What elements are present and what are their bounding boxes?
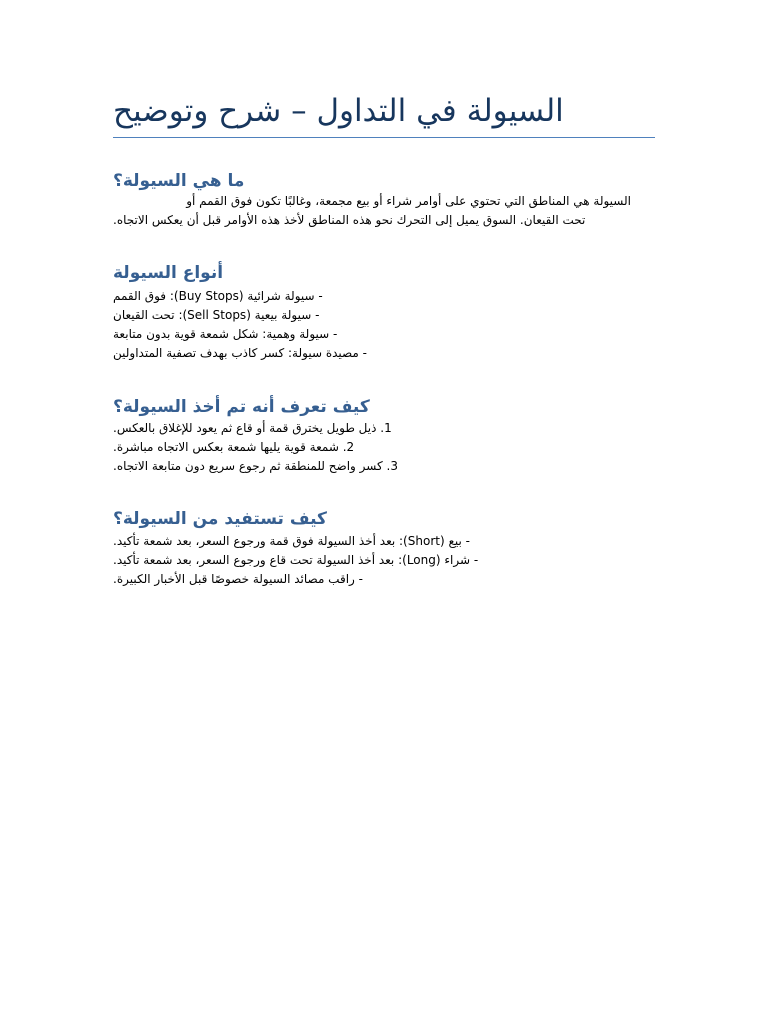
list-item: - سيولة بيعية (Sell Stops): تحت القيعان	[113, 308, 320, 322]
section-heading-how-to-know: كيف تعرف أنه تم أخذ السيولة؟	[113, 397, 370, 417]
list-item: 2. شمعة قوية يليها شمعة بعكس الاتجاه مباشرة.	[113, 440, 355, 454]
section-heading-how-to-benefit: كيف تستفيد من السيولة؟	[113, 509, 327, 529]
list-item: - مصيدة سيولة: كسر كاذب بهدف تصفية المتداولين	[113, 346, 367, 360]
list-item: 1. ذيل طويل يخترق قمة أو قاع ثم يعود للإغلاق بالعكس.	[113, 421, 392, 435]
paragraph-line: تحت القيعان. السوق يميل إلى التحرك نحو هذه المناطق لأخذ هذه الأوامر قبل أن يعكس الاتجاه.	[113, 213, 586, 227]
list-item: - شراء (Long): بعد أخذ السيولة تحت قاع ورجوع السعر، بعد شمعة تأكيد.	[113, 553, 479, 567]
paragraph-line: السيولة هي المناطق التي تحتوي على أوامر شراء أو بيع مجمعة، وغالبًا تكون فوق القمم أو	[186, 194, 631, 208]
list-item: 3. كسر واضح للمنطقة ثم رجوع سريع دون متابعة الاتجاه.	[113, 459, 398, 473]
section-paragraph-what-is-liquidity	[113, 192, 658, 230]
how-to-know-list	[113, 419, 398, 476]
liquidity-types-list	[113, 287, 367, 363]
section-heading-liquidity-types: أنواع السيولة	[113, 263, 224, 283]
section-heading-what-is-liquidity: ما هي السيولة؟	[113, 171, 245, 191]
how-to-benefit-list	[113, 532, 478, 589]
list-item: - سيولة وهمية: شكل شمعة قوية بدون متابعة	[113, 327, 338, 341]
list-item: - راقب مصائد السيولة خصوصًا قبل الأخبار الكبيرة.	[113, 572, 363, 586]
list-item: - سيولة شرائية (Buy Stops): فوق القمم	[113, 289, 323, 303]
list-item: - بيع (Short): بعد أخذ السيولة فوق قمة ورجوع السعر، بعد شمعة تأكيد.	[113, 534, 470, 548]
title-underline	[113, 137, 655, 138]
page-title: السيولة في التداول – شرح وتوضيح	[113, 93, 564, 129]
